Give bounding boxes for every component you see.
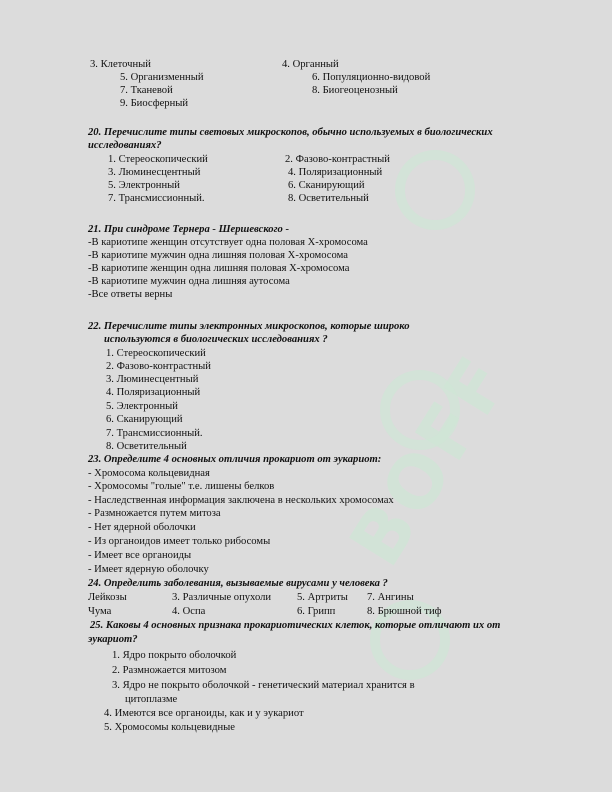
watermark-logo-icon bbox=[395, 150, 475, 230]
list-item: 7. Трансмиссионный. bbox=[106, 428, 203, 439]
list-item: 6. Сканирующий bbox=[288, 180, 365, 191]
list-item: 3. Клеточный bbox=[90, 59, 151, 70]
answer-option: Лейкозы bbox=[88, 592, 127, 603]
question-title: 24. Определить заболевания, вызываемые вирусами у человека ? bbox=[88, 578, 388, 589]
list-item: 7. Тканевой bbox=[120, 85, 173, 96]
question-title: 22. Перечислите типы электронных микроскопов, которые широко bbox=[88, 321, 410, 332]
list-item: 4. Органный bbox=[282, 59, 339, 70]
watermark-text: BOFF bbox=[333, 340, 527, 580]
answer-option: 1. Ядро покрыто оболочкой bbox=[112, 650, 237, 661]
answer-option: - Наследственная информация заключена в нескольких хромосомах bbox=[88, 495, 394, 506]
question-title-continued: используются в биологических исследованиях ? bbox=[104, 334, 328, 345]
answer-option: -В кариотипе женщин одна лишняя половая Х-хромосома bbox=[88, 263, 350, 274]
question-title: 20. Перечислите типы световых микроскопов, обычно используемых в биологических bbox=[88, 127, 493, 138]
answer-option: - Хромосомы "голые" т.е. лишены белков bbox=[88, 481, 275, 492]
answer-option: -Все ответы верны bbox=[88, 289, 173, 300]
answer-option: 4. Оспа bbox=[172, 606, 206, 617]
answer-option: - Из органоидов имеет только рибосомы bbox=[88, 536, 271, 547]
answer-option: 2. Размножается митозом bbox=[112, 665, 227, 676]
list-item: 9. Биосферный bbox=[120, 98, 189, 109]
question-title-continued: эукариот? bbox=[88, 634, 138, 645]
answer-option: - Нет ядерной оболочки bbox=[88, 522, 196, 533]
answer-option: -В кариотипе мужчин одна лишняя половая Х-хромосома bbox=[88, 250, 348, 261]
list-item: 1. Стереоскопический bbox=[106, 348, 206, 359]
list-item: 6. Сканирующий bbox=[106, 414, 183, 425]
list-item: 3. Люминесцентный bbox=[108, 167, 201, 178]
list-item: 6. Популяционно-видовой bbox=[312, 72, 431, 83]
answer-option: 5. Артриты bbox=[297, 592, 348, 603]
answer-option: - Имеет ядерную оболочку bbox=[88, 564, 209, 575]
answer-option: Чума bbox=[88, 606, 112, 617]
answer-option: 6. Грипп bbox=[297, 606, 336, 617]
watermark-logo-icon bbox=[380, 370, 460, 450]
list-item: 8. Осветительный bbox=[106, 441, 187, 452]
question-title: 23. Определите 4 основных отличия прокариот от эукариот: bbox=[88, 454, 382, 465]
question-title: 25. Каковы 4 основных признака прокариотических клеток, которые отличают их от bbox=[90, 620, 501, 631]
list-item: 2. Фазово-контрастный bbox=[285, 154, 390, 165]
list-item: 4. Поляризационный bbox=[288, 167, 383, 178]
list-item: 4. Поляризационный bbox=[106, 387, 201, 398]
answer-option: -В кариотипе мужчин одна лишняя аутосома bbox=[88, 276, 290, 287]
answer-option: - Хромосома кольцевидная bbox=[88, 468, 210, 479]
list-item: 5. Электронный bbox=[106, 401, 178, 412]
list-item: 8. Биогеоценозный bbox=[312, 85, 398, 96]
list-item: 8. Осветительный bbox=[288, 193, 369, 204]
list-item: 5. Электронный bbox=[108, 180, 180, 191]
answer-option: -В кариотипе женщин отсутствует одна половая Х-хромосома bbox=[88, 237, 368, 248]
list-item: 2. Фазово-контрастный bbox=[106, 361, 211, 372]
answer-option: 7. Ангины bbox=[367, 592, 414, 603]
answer-option: - Размножается путем митоза bbox=[88, 508, 221, 519]
list-item: 3. Люминесцентный bbox=[106, 374, 199, 385]
answer-option: 4. Имеются все органоиды, как и у эукариот bbox=[104, 708, 304, 719]
list-item: 5. Организменный bbox=[120, 72, 204, 83]
answer-option: - Имеет все органоиды bbox=[88, 550, 192, 561]
answer-option: 3. Ядро не покрыто оболочкой - генетический материал хранится в bbox=[112, 680, 415, 691]
question-title: 21. При синдроме Тернера - Шершевского - bbox=[88, 224, 289, 235]
list-item: 7. Трансмиссионный. bbox=[108, 193, 205, 204]
answer-option: 5. Хромосомы кольцевидные bbox=[104, 722, 235, 733]
answer-option-continued: цитоплазме bbox=[125, 694, 178, 705]
list-item: 1. Стереоскопический bbox=[108, 154, 208, 165]
question-title-continued: исследованиях? bbox=[88, 140, 162, 151]
answer-option: 3. Различные опухоли bbox=[172, 592, 272, 603]
answer-option: 8. Брюшной тиф bbox=[367, 606, 442, 617]
